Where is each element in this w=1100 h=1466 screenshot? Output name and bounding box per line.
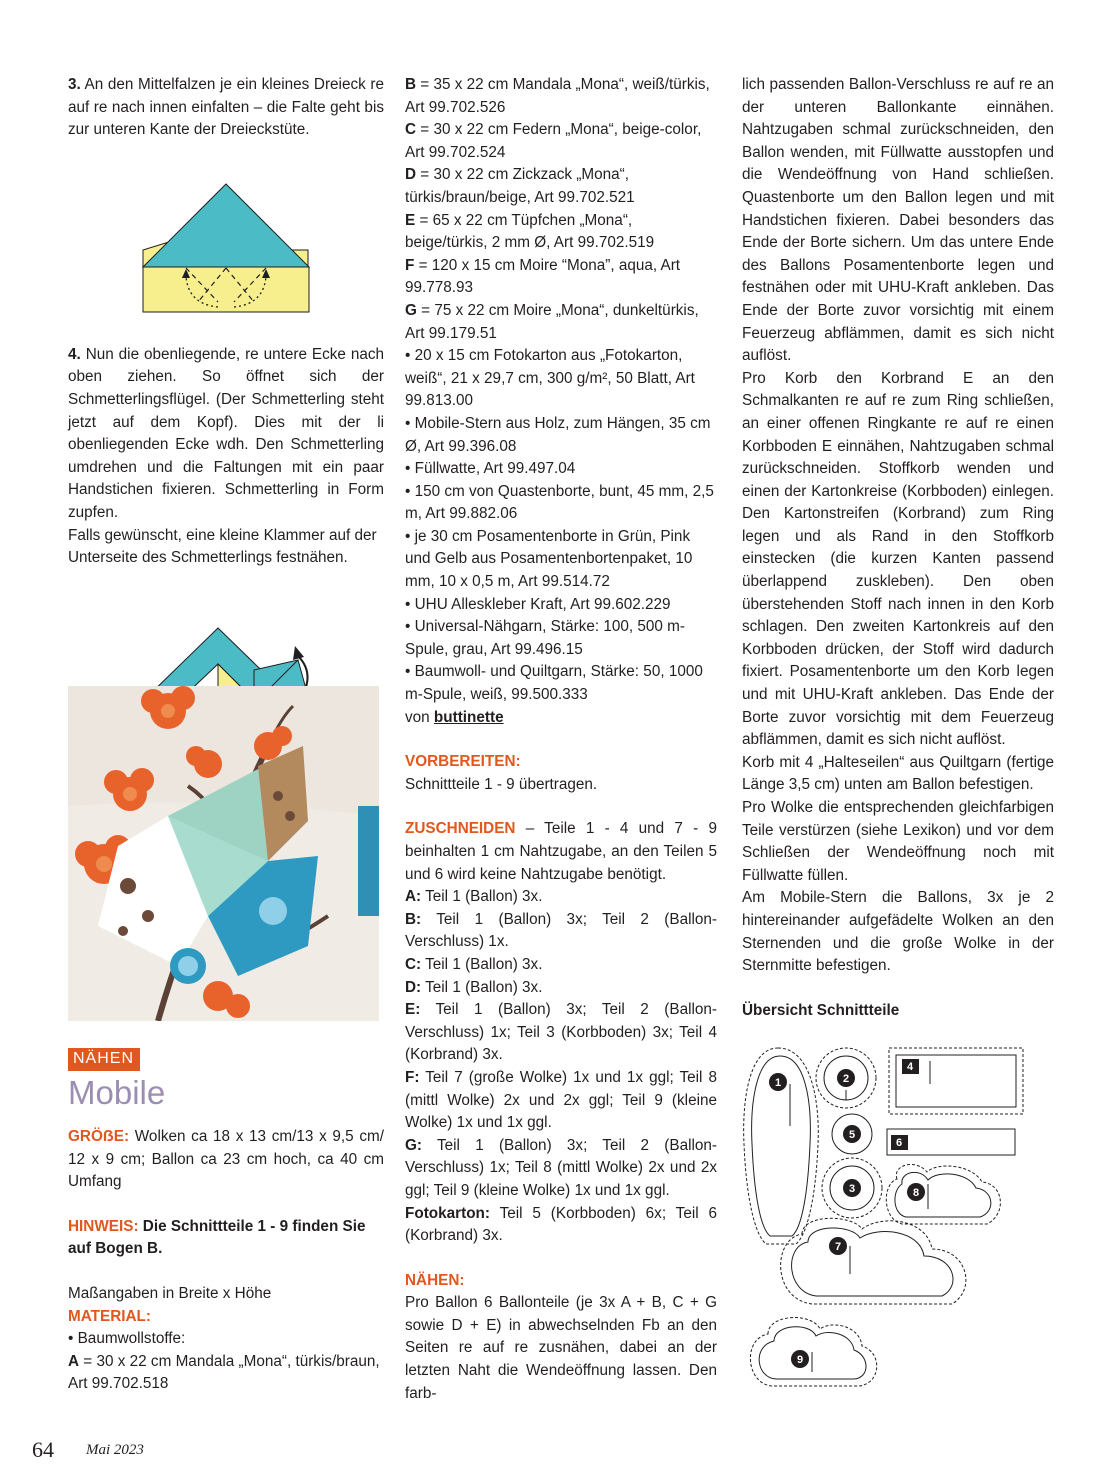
piece-number-8: 8 <box>912 1187 920 1200</box>
step-3: 3. An den Mittelfalzen je ein kleines Dreieck re auf re nach innen einfalten – die Falte geht bis zur unteren Kante der Dreieckstüte. <box>68 76 384 139</box>
instruction-paragraph: Am Mobile-Stern die Ballons, 3x je 2 hintereinander aufgefädelte Wolken an den Sternenden und die große Wolke in der Sternmitte befestigen. <box>742 889 1054 975</box>
piece-number-9: 9 <box>796 1354 804 1367</box>
page-number: 64 <box>32 1437 54 1462</box>
list-item: G = 75 x 22 cm Moire „Mona“, dunkeltürkis, Art 99.179.51 <box>405 301 699 342</box>
list-item: F = 120 x 15 cm Moire “Mona”, aqua, Art 99.778.93 <box>405 256 681 297</box>
material-bullet: • UHU Alleskleber Kraft, Art 99.602.229 <box>405 595 671 613</box>
piece-number-4: 4 <box>906 1061 914 1074</box>
column-1 <box>68 74 384 740</box>
material-heading: MATERIAL: <box>68 1307 151 1325</box>
butterfly-photo <box>68 686 379 1021</box>
overview-title: Übersicht Schnittteile <box>742 1001 900 1019</box>
supplier: von buttinette <box>405 708 504 726</box>
list-item: C: Teil 1 (Ballon) 3x. <box>405 955 543 973</box>
mass-angaben: Maßangaben in Breite x Höhe <box>68 1284 272 1302</box>
list-item: A: Teil 1 (Ballon) 3x. <box>405 888 543 906</box>
page-title: Mobile <box>68 1074 166 1111</box>
list-item: F: Teil 7 (große Wolke) 1x und 1x ggl; Teil 8 (mittl Wolke) 2x und 2x ggl; Teil 9 (kleine Wolke) 1x und 1x ggl. <box>405 1068 717 1132</box>
issue-date: Mai 2023 <box>86 1442 144 1458</box>
list-item: B: Teil 1 (Ballon) 3x; Teil 2 (Ballon-Verschluss) 1x. <box>405 910 717 951</box>
list-item: E = 65 x 22 cm Tüpfchen „Mona“, beige/türkis, 2 mm Ø, Art 99.702.519 <box>405 211 655 252</box>
baumwoll-bullet: • Baumwollstoffe: <box>68 1330 186 1348</box>
piece-number-7: 7 <box>834 1241 842 1254</box>
groesse: GRÖẞE: Wolken ca 18 x 13 cm/13 x 9,5 cm/ 12 x 9 cm; Ballon ca 23 cm hoch, ca 40 cm Umfang <box>68 1128 384 1191</box>
list-item: D = 30 x 22 cm Zickzack „Mona“, türkis/braun/beige, Art 99.702.521 <box>405 166 635 206</box>
pattern-overview <box>742 1034 1054 1426</box>
step-4-extra: Falls gewünscht, eine kleine Klammer auf der Unterseite des Schmetterlings festnähen. <box>68 526 377 567</box>
instruction-paragraph: Pro Wolke die entsprechenden gleichfarbigen Teile verstürzen (siehe Lexikon) und vor dem Schließen der Wendeöffnung noch mit Füllwatte füllen. <box>742 799 1054 884</box>
column-2 <box>405 74 717 1405</box>
material-a: A = 30 x 22 cm Mandala „Mona“, türkis/braun, Art 99.702.518 <box>68 1352 380 1393</box>
vorbereiten-heading: VORBEREITEN: <box>405 753 521 771</box>
material-bullet: • Füllwatte, Art 99.497.04 <box>405 460 576 478</box>
instructions <box>742 74 1054 978</box>
material-bullet: • Universal-Nähgarn, Stärke: 100, 500 m-Spule, grau, Art 99.496.15 <box>405 618 685 658</box>
fold-diagram-step-3 <box>68 144 384 324</box>
column-3 <box>742 74 1054 1426</box>
material-bullet: • 150 cm von Quastenborte, bunt, 45 mm, 2,5 m, Art 99.882.06 <box>405 482 714 523</box>
material-bullet: • Mobile-Stern aus Holz, zum Hängen, 35 cm Ø, Art 99.396.08 <box>405 414 711 455</box>
category-label: NÄHEN <box>68 1048 140 1071</box>
naehen-heading: NÄHEN: <box>405 1271 465 1289</box>
list-item: C = 30 x 22 cm Federn „Mona“, beige-color, Art 99.702.524 <box>405 121 702 161</box>
bullets-list <box>405 345 717 707</box>
list-item: G: Teil 1 (Ballon) 3x; Teil 2 (Ballon-Verschluss) 1x; Teil 8 (mittl Wolke) 2x und 2x ggl; Teil 9 (kleine Wolke) 1x und 1x ggl. <box>405 1136 717 1199</box>
piece-number-3: 3 <box>848 1183 856 1196</box>
piece-number-5: 5 <box>848 1129 856 1142</box>
material-bullet: • 20 x 15 cm Fotokarton aus „Fotokarton, weiß“, 21 x 29,7 cm, 300 g/m², 50 Blatt, Art 99.813.00 <box>405 347 695 410</box>
list-item: E: Teil 1 (Ballon) 3x; Teil 2 (Ballon-Verschluss) 1x; Teil 3 (Korbboden) 3x; Teil 4 (Korbrand) 3x. <box>405 1001 717 1064</box>
step-4: 4. Nun die obenliegende, re untere Ecke nach oben ziehen. So öffnet sich der Schmetterlingsflügel. (Der Schmetterling steht jetzt auf dem Kopf). Dies mit der li obenliegenden Ecke wdh. Den Schmetterling umdrehen und die Faltungen mit ein paar Handstichen fixieren. Schmetterling in Form zupfen. <box>68 345 384 521</box>
instruction-paragraph: lich passenden Ballon-Verschluss re auf re an der unteren Ballonkante einnähen. Nahtzugaben schmal zurückschneiden, den Ballon wenden, mit Füllwatte ausstopfen und die Wendeöffnung von Hand schließen. Quastenborte um den Ballon legen und mit Handstichen fixieren. Dabei besonders das Ende der Borte sichern. Um das untere Ende des Ballons Posamentenborte legen und festnähen oder mit UHU-Kraft ankleben. Das Ende der Borte zuvor vorsichtig mit einem Feuerzeug abflämmen, damit es sich nicht auflöst. <box>742 76 1054 365</box>
piece-number-1: 1 <box>774 1077 782 1090</box>
list-item: Fotokarton: Teil 5 (Korbboden) 6x; Teil 6 (Korbrand) 3x. <box>405 1204 717 1245</box>
list-item: D: Teil 1 (Ballon) 3x. <box>405 978 543 996</box>
column-1-lower <box>68 1126 384 1396</box>
piece-number-2: 2 <box>842 1073 850 1086</box>
zuschneiden: ZUSCHNEIDEN – Teile 1 - 4 und 7 - 9 beinhalten 1 cm Nahtzugabe, an den Teilen 5 und 6 wird keine Nahtzugabe benötigt. <box>405 820 717 883</box>
vorbereiten-text: Schnittteile 1 - 9 übertragen. <box>405 775 598 793</box>
piece-number-6: 6 <box>895 1137 903 1150</box>
naehen-text: Pro Ballon 6 Ballonteile (je 3x A + B, C + G sowie D + E) in abwechselnden Fb an den Seiten re auf re zusnähen, dabei an der letzten Naht die Wendeöffnung lassen. Den farb- <box>405 1294 717 1402</box>
materials-list <box>405 74 717 345</box>
cuts-list <box>405 886 717 1248</box>
list-item: B = 35 x 22 cm Mandala „Mona“, weiß/türkis, Art 99.702.526 <box>405 76 710 116</box>
material-bullet: • je 30 cm Posamentenborte in Grün, Pink und Gelb aus Posamentenbortenpaket, 10 mm, 10 x 0,5 m, Art 99.514.72 <box>405 527 693 591</box>
hinweis: HINWEIS: Die Schnittteile 1 - 9 finden Sie auf Bogen B. <box>68 1217 366 1258</box>
material-bullet: • Baumwoll- und Quiltgarn, Stärke: 50, 1000 m-Spule, weiß, 99.500.333 <box>405 663 703 704</box>
instruction-paragraph: Pro Korb den Korbrand E an den Schmalkanten re auf re zum Ring schließen, an einer offenen Ringkante re auf re einen Korbboden E einnähen, Nahtzugaben schmal zurückschneiden. Stoffkorb wenden und einen der Kartonkreise (Korbboden) einlegen. Den Kartonstreifen (Korbrand) zum Ring legen und als Rand in den Stoffkorb einstecken (die kurzen Kanten passend überlappend zuskleben). Den oben überstehenden Stoff nach innen in den Korb schlagen. Den zweiten Kartonkreis auf den Korbboden drücken, der Stoff wird dadurch fixiert. Posamentenborte um den Korb legen und mit UHU-Kraft ankleben. Das Ende der Borte zuvor vorsichtig mit dem Feuerzeug abflämmen, damit es sich nicht auflöst. <box>742 369 1054 749</box>
instruction-paragraph: Korb mit 4 „Halteseilen“ aus Quiltgarn (fertige Länge 3,5 cm) unten am Ballon befestigen. <box>742 753 1054 794</box>
